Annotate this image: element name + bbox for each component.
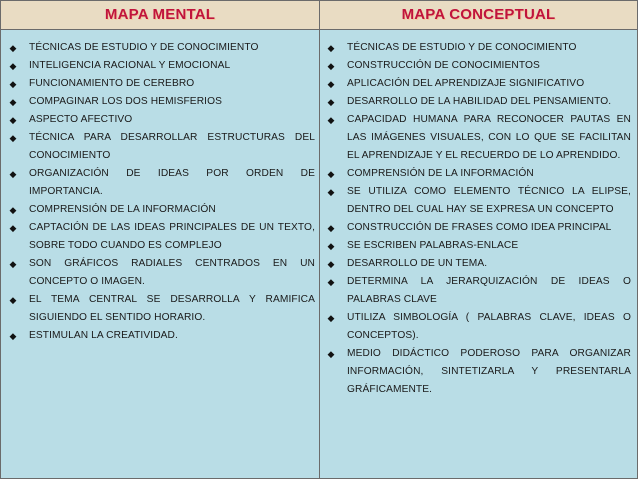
list-item-text: SE ESCRIBEN PALABRAS-ENLACE — [347, 240, 519, 251]
diamond-bullet-icon: ◆ — [327, 187, 335, 197]
list-item-text: COMPRENSIÓN DE LA INFORMACIÓN — [29, 204, 216, 215]
diamond-bullet-icon: ◆ — [327, 115, 335, 125]
list-item — [7, 291, 315, 327]
list-item — [7, 39, 315, 57]
diamond-bullet-icon: ◆ — [9, 205, 17, 215]
diamond-bullet-icon: ◆ — [9, 97, 17, 107]
list-item-text: FUNCIONAMIENTO DE CEREBRO — [29, 78, 195, 89]
list-item-text: ORGANIZACIÓN DE IDEAS POR ORDEN DE IMPORTANCIA. — [29, 168, 315, 197]
diamond-bullet-icon: ◆ — [327, 259, 335, 269]
diamond-bullet-icon: ◆ — [9, 115, 17, 125]
list-item-text: CONSTRUCCIÓN DE CONOCIMIENTOS — [347, 60, 540, 71]
list-item-text: CAPACIDAD HUMANA PARA RECONOCER PAUTAS EN LAS IMÁGENES VISUALES, CON LO QUE SE FACILITAN EL APRENDIZAJE Y EL RECUERDO DE LO APRENDIDO. — [347, 114, 631, 161]
list-item-text: COMPRENSIÓN DE LA INFORMACIÓN — [347, 168, 534, 179]
diamond-bullet-icon: ◆ — [9, 331, 17, 341]
list-item — [7, 201, 315, 219]
list-item-text: CAPTACIÓN DE LAS IDEAS PRINCIPALES DE UN TEXTO, SOBRE TODO CUANDO ES COMPLEJO — [29, 222, 315, 251]
list-item — [325, 219, 631, 237]
list-item — [7, 57, 315, 75]
list-item — [325, 309, 631, 345]
list-item-text: COMPAGINAR LOS DOS HEMISFERIOS — [29, 96, 223, 107]
list-item — [325, 75, 631, 93]
list-item-text: DETERMINA LA JERARQUIZACIÓN DE IDEAS O PALABRAS CLAVE — [347, 276, 631, 305]
diamond-bullet-icon: ◆ — [9, 169, 17, 179]
list-item — [7, 111, 315, 129]
diamond-bullet-icon: ◆ — [9, 61, 17, 71]
list-item-text: INTELIGENCIA RACIONAL Y EMOCIONAL — [29, 60, 231, 71]
diamond-bullet-icon: ◆ — [9, 133, 17, 143]
list-item — [7, 165, 315, 201]
list-item — [7, 93, 315, 111]
list-item-text: MEDIO DIDÁCTICO PODEROSO PARA ORGANIZAR INFORMACIÓN, SINTETIZARLA Y PRESENTARLA GRÁFICAMENTE. — [347, 348, 631, 395]
list-item — [7, 219, 315, 255]
list-item — [7, 75, 315, 93]
right-column-title: MAPA CONCEPTUAL — [401, 6, 556, 23]
list-item — [325, 57, 631, 75]
list-item — [325, 111, 631, 165]
diamond-bullet-icon: ◆ — [9, 223, 17, 233]
diamond-bullet-icon: ◆ — [9, 79, 17, 89]
list-item-text: ESTIMULAN LA CREATIVIDAD. — [29, 330, 178, 341]
list-item — [325, 345, 631, 399]
diamond-bullet-icon: ◆ — [327, 313, 335, 323]
diamond-bullet-icon: ◆ — [9, 295, 17, 305]
list-item-text: UTILIZA SIMBOLOGÍA ( PALABRAS CLAVE, IDEAS O CONCEPTOS). — [347, 312, 631, 341]
mapa-mental-list — [7, 39, 315, 345]
diamond-bullet-icon: ◆ — [9, 43, 17, 53]
list-item — [7, 255, 315, 291]
list-item — [325, 273, 631, 309]
diamond-bullet-icon: ◆ — [327, 241, 335, 251]
diamond-bullet-icon: ◆ — [327, 223, 335, 233]
diamond-bullet-icon: ◆ — [327, 61, 335, 71]
list-item — [325, 165, 631, 183]
list-item-text: DESARROLLO DE LA HABILIDAD DEL PENSAMIENTO. — [347, 96, 612, 107]
diamond-bullet-icon: ◆ — [9, 259, 17, 269]
list-item-text: TÉCNICAS DE ESTUDIO Y DE CONOCIMIENTO — [347, 42, 577, 53]
list-item-text: TÉCNICAS DE ESTUDIO Y DE CONOCIMIENTO — [29, 42, 259, 53]
mapa-conceptual-list — [325, 39, 631, 399]
column-divider — [319, 1, 320, 478]
mapa-conceptual-column — [325, 39, 631, 399]
diamond-bullet-icon: ◆ — [327, 349, 335, 359]
diamond-bullet-icon: ◆ — [327, 277, 335, 287]
list-item-text: ASPECTO AFECTIVO — [29, 114, 133, 125]
list-item-text: CONSTRUCCIÓN DE FRASES COMO IDEA PRINCIPAL — [347, 222, 612, 233]
list-item-text: TÉCNICA PARA DESARROLLAR ESTRUCTURAS DEL CONOCIMIENTO — [29, 132, 315, 161]
left-column-title: MAPA MENTAL — [104, 6, 216, 23]
diamond-bullet-icon: ◆ — [327, 97, 335, 107]
list-item-text: EL TEMA CENTRAL SE DESARROLLA Y RAMIFICA SIGUIENDO EL SENTIDO HORARIO. — [29, 294, 315, 323]
list-item — [7, 129, 315, 165]
diamond-bullet-icon: ◆ — [327, 169, 335, 179]
list-item — [7, 327, 315, 345]
mapa-mental-column — [7, 39, 315, 345]
list-item — [325, 183, 631, 219]
list-item — [325, 237, 631, 255]
list-item-text: DESARROLLO DE UN TEMA. — [347, 258, 488, 269]
diamond-bullet-icon: ◆ — [327, 79, 335, 89]
list-item-text: SE UTILIZA COMO ELEMENTO TÉCNICO LA ELIPSE, DENTRO DEL CUAL HAY SE EXPRESA UN CONCEPTO — [347, 186, 631, 215]
diamond-bullet-icon: ◆ — [327, 43, 335, 53]
list-item — [325, 93, 631, 111]
list-item — [325, 255, 631, 273]
list-item-text: SON GRÁFICOS RADIALES CENTRADOS EN UN CONCEPTO O IMAGEN. — [29, 258, 315, 287]
list-item — [325, 39, 631, 57]
list-item-text: APLICACIÓN DEL APRENDIZAJE SIGNIFICATIVO — [347, 78, 585, 89]
